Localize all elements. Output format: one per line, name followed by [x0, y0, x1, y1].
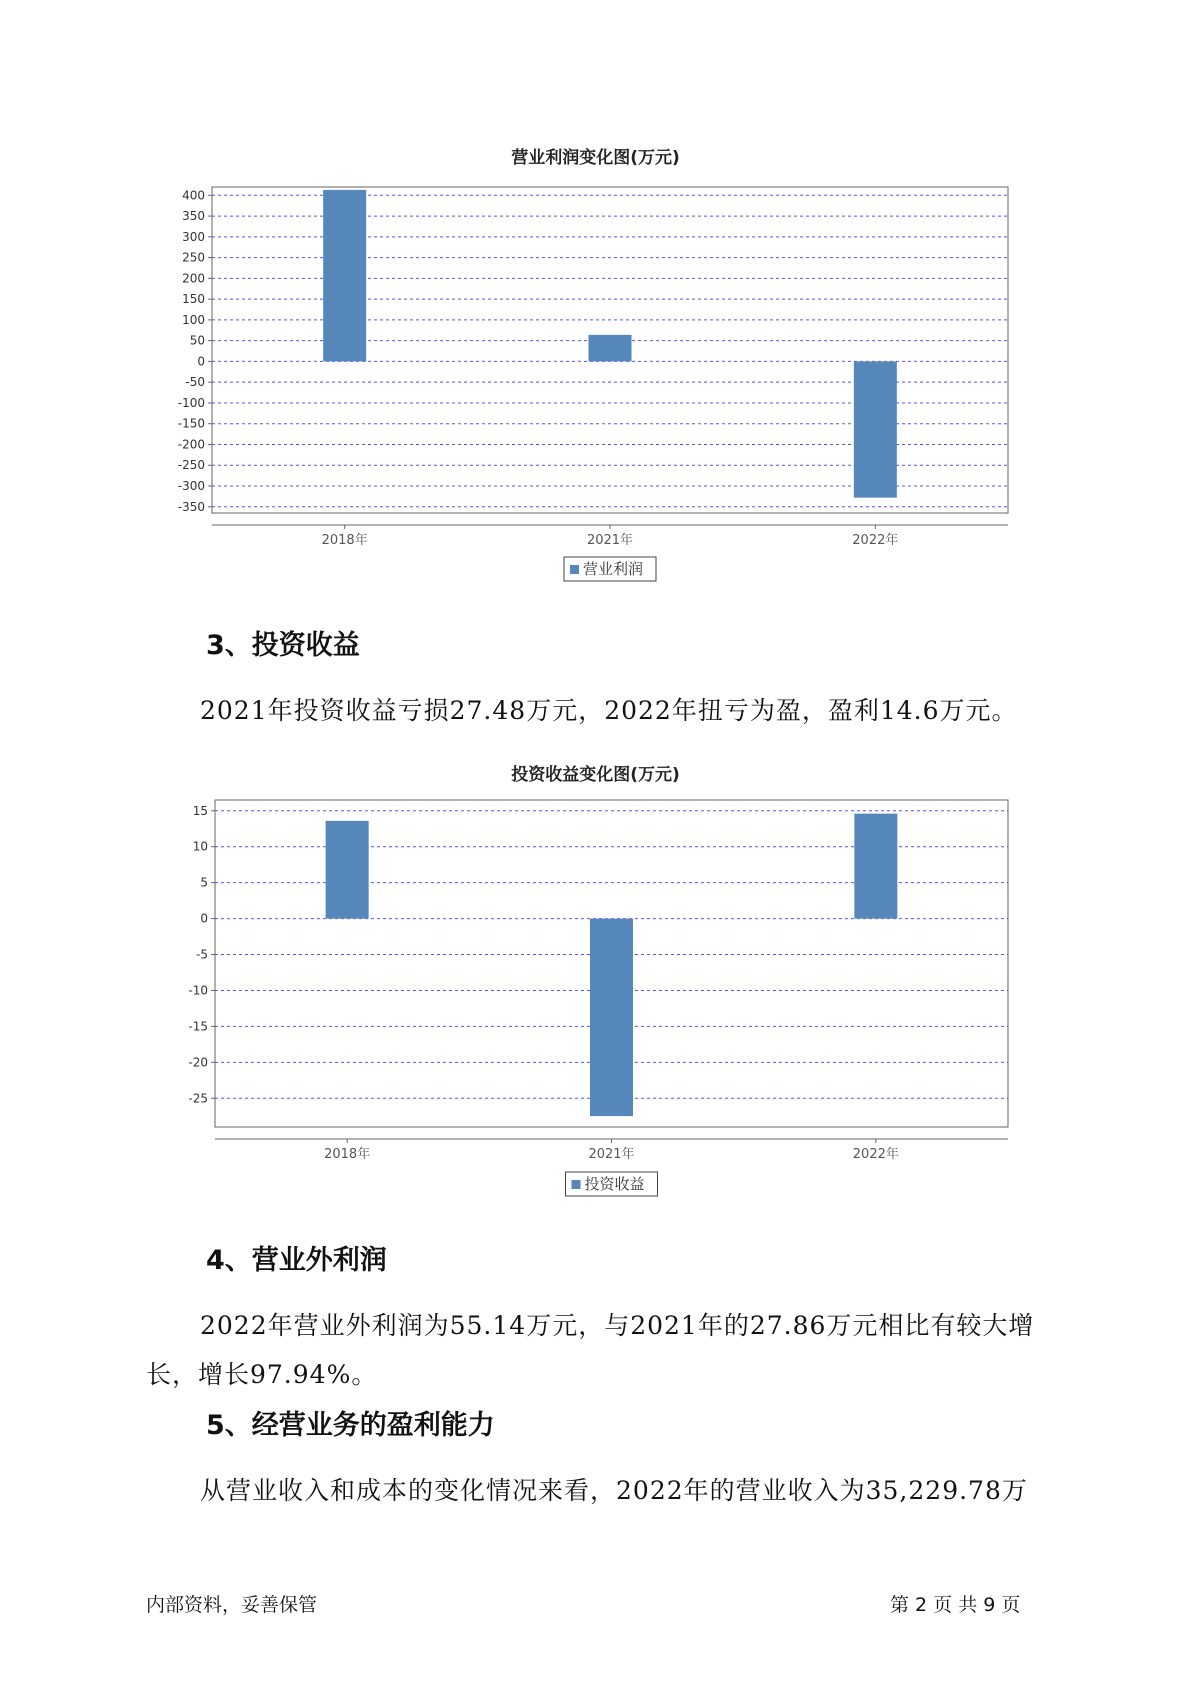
paragraph-non-operating-profit-line1: 2022年营业外利润为55.14万元，与2021年的27.86万元相比有较大增	[200, 1311, 1035, 1340]
y-tick-label: 15	[192, 803, 208, 818]
y-tick-label: 200	[182, 271, 205, 286]
bar	[326, 821, 369, 919]
x-tick-label: 2021年	[588, 1147, 635, 1162]
y-tick-label: 10	[192, 839, 208, 854]
chart1-title: 营业利润变化图(万元)	[511, 148, 680, 168]
y-tick-label: -100	[177, 395, 205, 410]
section-heading-investment-income: 3、投资收益	[206, 630, 360, 661]
y-tick-label: 350	[182, 209, 205, 224]
section-heading-non-operating-profit: 4、营业外利润	[206, 1245, 387, 1276]
legend-swatch	[572, 1180, 581, 1189]
y-tick-label: 400	[182, 188, 205, 203]
bar	[854, 814, 897, 919]
paragraph-investment-income: 2021年投资收益亏损27.48万元，2022年扭亏为盈，盈利14.6万元。	[200, 696, 1018, 725]
paragraph-non-operating-profit-line2: 长，增长97.94%。	[146, 1360, 378, 1389]
y-tick-label: 300	[182, 229, 205, 244]
y-tick-label: -5	[196, 947, 208, 962]
legend	[566, 1172, 658, 1196]
y-tick-label: -300	[177, 479, 205, 494]
x-tick-label: 2022年	[852, 533, 899, 548]
y-tick-label: 100	[182, 312, 205, 327]
footer-page-number: 第 2 页 共 9 页	[890, 1594, 1021, 1616]
y-tick-label: -250	[177, 458, 205, 473]
y-tick-label: -15	[188, 1019, 208, 1034]
x-tick-label: 2021年	[586, 533, 634, 548]
x-tick-label: 2018年	[321, 533, 368, 548]
legend-label: 营业利润	[583, 560, 644, 578]
section-heading-profitability: 5、经营业务的盈利能力	[206, 1410, 495, 1441]
chart2-title: 投资收益变化图(万元)	[511, 765, 680, 785]
y-tick-label: 250	[182, 250, 205, 265]
y-tick-label: 50	[189, 333, 205, 348]
y-tick-label: 150	[182, 292, 205, 307]
y-tick-label: -10	[188, 983, 208, 998]
y-tick-label: -200	[177, 437, 205, 452]
bar	[590, 919, 633, 1116]
x-tick-label: 2018年	[324, 1147, 371, 1162]
y-tick-label: -20	[188, 1055, 208, 1070]
y-tick-label: -350	[177, 499, 205, 514]
y-tick-label: 0	[200, 911, 208, 926]
y-tick-label: 5	[200, 875, 208, 890]
y-tick-label: 0	[197, 354, 205, 369]
x-tick-label: 2022年	[852, 1147, 899, 1162]
y-tick-label: -25	[188, 1091, 208, 1106]
y-tick-label: -150	[177, 416, 205, 431]
y-tick-label: -50	[185, 375, 205, 390]
paragraph-profitability: 从营业收入和成本的变化情况来看，2022年的营业收入为35,229.78万	[200, 1476, 1028, 1505]
footer-confidential-note: 内部资料，妥善保管	[146, 1594, 318, 1616]
legend-label: 投资收益	[584, 1175, 645, 1193]
